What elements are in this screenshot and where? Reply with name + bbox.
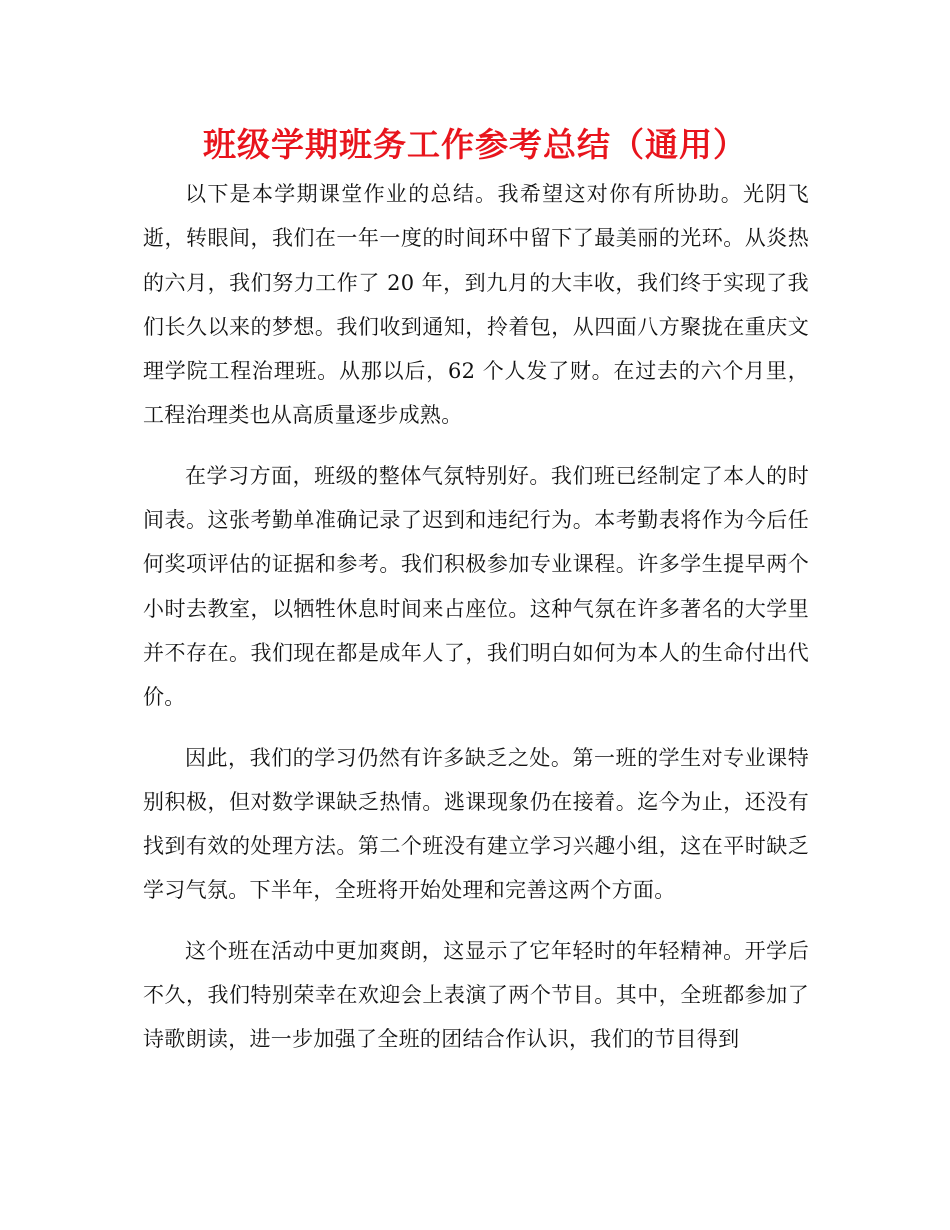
paragraph: 在学习方面，班级的整体气氛特别好。我们班已经制定了本人的时间表。这张考勤单准确记录了迟到和违纪行为。本考勤表将作为今后任何奖项评估的证据和参考。我们积极参加专业课程。许多学生提早两个小时去教室，以牺牲休息时间来占座位。这种气氛在许多著名的大学里并不存在。我们现在都是成年人了，我们明白如何为本人的生命付出代价。 bbox=[143, 463, 809, 710]
paragraph: 这个班在活动中更加爽朗，这显示了它年轻时的年轻精神。开学后不久，我们特别荣幸在欢迎会上表演了两个节目。其中，全班都参加了诗歌朗读，进一步加强了全班的团结合作认识，我们的节目得到 bbox=[143, 938, 809, 1052]
document-body bbox=[143, 172, 809, 1078]
paragraph: 因此，我们的学习仍然有许多缺乏之处。第一班的学生对专业课特别积极，但对数学课缺乏热情。逃课现象仍在接着。迄今为止，还没有找到有效的处理方法。第二个班没有建立学习兴趣小组，这在平时缺乏学习气氛。下半年，全班将开始处理和完善这两个方面。 bbox=[143, 745, 809, 903]
paragraph: 以下是本学期课堂作业的总结。我希望这对你有所协助。光阴飞逝，转眼间，我们在一年一度的时间环中留下了最美丽的光环。从炎热的六月，我们努力工作了 20 年，到九月的大丰收，我们终于实现了我们长久以来的梦想。我们收到通知，拎着包，从四面八方聚拢在重庆文理学院工程治理班。从那以后，62 个人发了财。在过去的六个月里，工程治理类也从高质量逐步成熟。 bbox=[143, 182, 809, 428]
document-title: 班级学期班务工作参考总结（通用） bbox=[203, 125, 747, 164]
